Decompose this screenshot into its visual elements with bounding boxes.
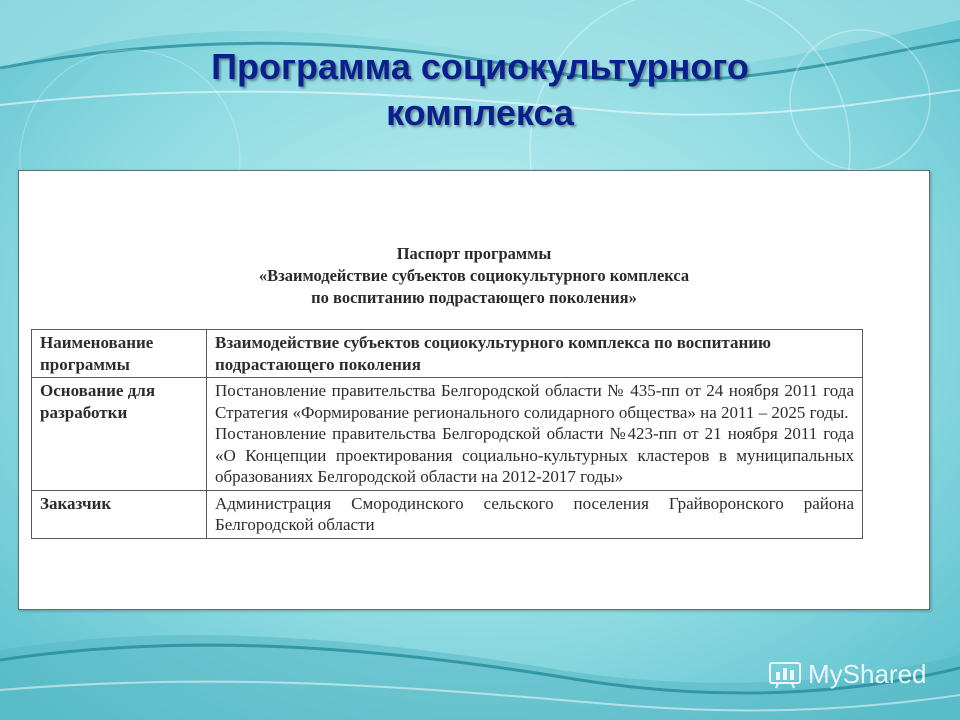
- table-row: [32, 490, 863, 538]
- scanned-document: [18, 170, 930, 610]
- row-label: Наименование программы: [32, 330, 207, 378]
- watermark-text: MyShared: [808, 658, 927, 689]
- slide-title: [0, 44, 960, 136]
- watermark: [768, 656, 927, 692]
- document-heading: [19, 243, 929, 309]
- passport-table: [31, 329, 863, 539]
- slide-title-line1: Программа социокультурного: [211, 46, 749, 87]
- slide-title-line2: комплекса: [386, 92, 574, 133]
- table-row: [32, 378, 863, 491]
- row-label: Заказчик: [32, 490, 207, 538]
- myshared-logo-icon: [768, 659, 802, 689]
- row-label: Основание для разработки: [32, 378, 207, 491]
- row-value: [207, 378, 863, 491]
- document-heading-line2: «Взаимодействие субъектов социокультурного комплекса: [258, 266, 690, 285]
- document-heading-line1: Паспорт программы: [396, 244, 552, 263]
- row-value: Взаимодействие субъектов социокультурного комплекса по воспитанию подрастающего поколения: [207, 330, 863, 378]
- row-value-paragraph: Постановление правительства Белгородской области № 435-пп от 24 ноября 2011 года Стратегия «Формирование регионального солидарного общества» на 2011 – 2025 годы.: [215, 381, 854, 422]
- row-value: Администрация Смородинского сельского поселения Грайворонского района Белгородской области: [207, 490, 863, 538]
- document-heading-line3: по воспитанию подрастающего поколения»: [311, 288, 637, 307]
- table-row: [32, 330, 863, 378]
- row-value-paragraph: Постановление правительства Белгородской области №423-пп от 21 ноября 2011 года «О Концепции проектирования социально-культурных кластеров в муниципальных образованиях Белгородской области на 2012-2017 годы»: [215, 424, 854, 486]
